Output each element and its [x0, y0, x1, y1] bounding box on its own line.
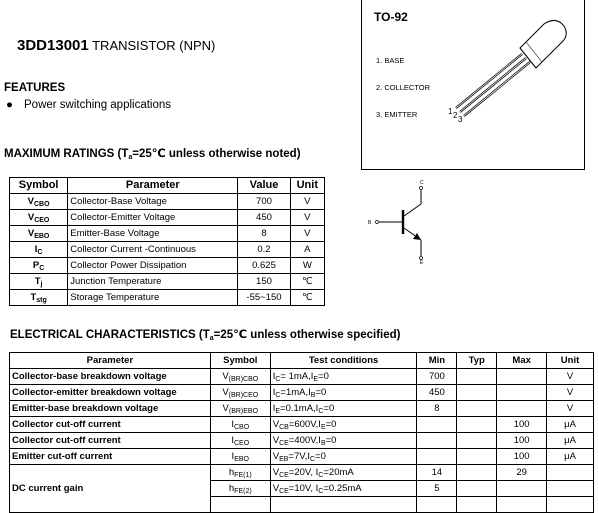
min-cell	[417, 417, 457, 433]
min-cell	[417, 433, 457, 449]
parameter-cell: Collector Current -Continuous	[68, 242, 238, 258]
max-cell	[497, 369, 547, 385]
symbol-cell: $h_{FE(1)}$	[210, 465, 270, 481]
symbol-cell: $I_{CEO}$	[210, 433, 270, 449]
column-header: Unit	[290, 178, 324, 194]
symbol-cell: $I_{CBO}$	[210, 417, 270, 433]
max-cell: 100	[497, 433, 547, 449]
column-header: Parameter	[10, 353, 211, 369]
min-cell: 14	[417, 465, 457, 481]
symbol-cell: $T_{stg}$	[10, 290, 68, 306]
symbol-cell: $V_{CBO}$	[10, 194, 68, 210]
max-cell	[497, 385, 547, 401]
symbol-cell: $P_C$	[10, 258, 68, 274]
table-row	[10, 401, 594, 417]
value-cell: 0.625	[238, 258, 290, 274]
unit-cell: V	[290, 226, 324, 242]
value-cell: -55~150	[238, 290, 290, 306]
condition-cell: $I_E=0.1mA,I_C=0$	[270, 401, 417, 417]
max-ratings-header-row	[10, 178, 325, 194]
unit-cell: V	[290, 194, 324, 210]
bullet-icon: ●	[6, 99, 13, 111]
part-description: TRANSISTOR (NPN)	[92, 38, 216, 53]
typ-cell	[457, 481, 497, 497]
column-header: Min	[417, 353, 457, 369]
pin-label-collector: 2. COLLECTOR	[376, 83, 431, 92]
parameter-cell: Collector-emitter breakdown voltage	[10, 385, 211, 401]
unit-cell: ℃	[290, 274, 324, 290]
table-row	[10, 226, 325, 242]
max-cell: 29	[497, 465, 547, 481]
min-cell: 5	[417, 481, 457, 497]
table-row	[10, 465, 594, 481]
min-cell	[417, 497, 457, 513]
condition-cell: $V_{EB}=7V,I_C=0$	[270, 449, 417, 465]
typ-cell	[457, 465, 497, 481]
condition-cell: $V_{CE}=20V$, $I_C=20mA$	[270, 465, 417, 481]
page-title	[17, 37, 215, 54]
table-row	[10, 433, 594, 449]
table-row	[10, 369, 594, 385]
collector-pin-label: C	[420, 180, 424, 186]
unit-cell	[547, 481, 594, 497]
max-ratings-table	[9, 177, 325, 306]
parameter-cell: Emitter-Base Voltage	[68, 226, 238, 242]
condition-cell: $I_C= 1mA,I_E=0$	[270, 369, 417, 385]
parameter-cell: DC current gain	[10, 465, 211, 513]
pin-number-2: 2	[453, 111, 458, 120]
unit-cell: V	[290, 210, 324, 226]
electrical-header-row	[10, 353, 594, 369]
parameter-cell: Storage Temperature	[68, 290, 238, 306]
table-row	[10, 242, 325, 258]
condition-cell: $I_C=1mA,I_B=0$	[270, 385, 417, 401]
parameter-cell: Emitter-base breakdown voltage	[10, 401, 211, 417]
condition-cell: $V_{CB}=600V,I_E=0$	[270, 417, 417, 433]
unit-cell	[547, 465, 594, 481]
table-row	[10, 449, 594, 465]
symbol-cell: $h_{FE(2)}$	[210, 481, 270, 497]
base-pin-label: B	[368, 220, 372, 226]
value-cell: 450	[238, 210, 290, 226]
pin-number-3: 3	[458, 115, 463, 124]
table-row	[10, 258, 325, 274]
condition-cell: $V_{CE}=400V,I_B=0$	[270, 433, 417, 449]
unit-cell: A	[290, 242, 324, 258]
column-header: Symbol	[10, 178, 68, 194]
typ-cell	[457, 433, 497, 449]
symbol-cell: $T_j$	[10, 274, 68, 290]
min-cell: 8	[417, 401, 457, 417]
unit-cell: V	[547, 369, 594, 385]
table-row	[10, 417, 594, 433]
symbol-cell: $V_{(BR)CBO}$	[210, 369, 270, 385]
max-ratings-heading: MAXIMUM RATINGS ($T_a=25℃$ unless otherwise noted)	[4, 148, 301, 161]
parameter-cell: Collector-Emitter Voltage	[68, 210, 238, 226]
package-box	[361, 0, 585, 170]
max-cell	[497, 497, 547, 513]
min-cell: 700	[417, 369, 457, 385]
features-heading: FEATURES	[4, 82, 66, 94]
typ-cell	[457, 385, 497, 401]
unit-cell: μA	[547, 433, 594, 449]
parameter-cell: Junction Temperature	[68, 274, 238, 290]
symbol-cell: $V_{CEO}$	[10, 210, 68, 226]
unit-cell: ℃	[290, 290, 324, 306]
table-row	[10, 274, 325, 290]
feature-item: ● Power switching applications	[6, 99, 172, 111]
typ-cell	[457, 369, 497, 385]
symbol-cell: $I_C$	[10, 242, 68, 258]
value-cell: 8	[238, 226, 290, 242]
max-cell: 100	[497, 417, 547, 433]
unit-cell: V	[547, 401, 594, 417]
typ-cell	[457, 449, 497, 465]
table-row	[10, 290, 325, 306]
unit-cell: μA	[547, 417, 594, 433]
symbol-cell: $V_{EBO}$	[10, 226, 68, 242]
package-title: TO-92	[374, 10, 408, 24]
pin-label-emitter: 3. EMITTER	[376, 110, 418, 119]
column-header: Max	[497, 353, 547, 369]
emitter-pin-label: E	[420, 260, 424, 266]
min-cell	[417, 449, 457, 465]
parameter-cell: Emitter cut-off current	[10, 449, 211, 465]
column-header: Parameter	[68, 178, 238, 194]
pin-label-base: 1. BASE	[376, 56, 405, 65]
column-header: Test conditions	[270, 353, 417, 369]
to92-package-drawing	[442, 10, 582, 130]
parameter-cell: Collector-base breakdown voltage	[10, 369, 211, 385]
table-row	[10, 194, 325, 210]
unit-cell: W	[290, 258, 324, 274]
max-cell	[497, 481, 547, 497]
parameter-cell: Collector Power Dissipation	[68, 258, 238, 274]
symbol-cell: $I_{EBO}$	[210, 449, 270, 465]
condition-cell	[270, 497, 417, 513]
symbol-cell: $V_{(BR)EBO}$	[210, 401, 270, 417]
typ-cell	[457, 497, 497, 513]
parameter-cell: Collector cut-off current	[10, 417, 211, 433]
unit-cell	[547, 497, 594, 513]
max-cell: 100	[497, 449, 547, 465]
unit-cell: V	[547, 385, 594, 401]
table-row	[10, 385, 594, 401]
value-cell: 150	[238, 274, 290, 290]
column-header: Typ	[457, 353, 497, 369]
part-number: 3DD13001	[17, 37, 89, 54]
column-header: Unit	[547, 353, 594, 369]
unit-cell: μA	[547, 449, 594, 465]
max-cell	[497, 401, 547, 417]
npn-transistor-symbol	[368, 178, 438, 266]
symbol-cell: $V_{(BR)CEO}$	[210, 385, 270, 401]
condition-cell: $V_{CE}=10V$, $I_C=0.25mA$	[270, 481, 417, 497]
electrical-heading: ELECTRICAL CHARACTERISTICS ($T_a=25℃$ unless otherwise specified)	[10, 329, 401, 342]
table-row	[10, 210, 325, 226]
symbol-cell	[210, 497, 270, 513]
typ-cell	[457, 401, 497, 417]
value-cell: 0.2	[238, 242, 290, 258]
electrical-table	[9, 352, 594, 513]
pin-number-1: 1	[448, 107, 453, 116]
column-header: Symbol	[210, 353, 270, 369]
parameter-cell: Collector cut-off current	[10, 433, 211, 449]
min-cell: 450	[417, 385, 457, 401]
value-cell: 700	[238, 194, 290, 210]
typ-cell	[457, 417, 497, 433]
parameter-cell: Collector-Base Voltage	[68, 194, 238, 210]
column-header: Value	[238, 178, 290, 194]
